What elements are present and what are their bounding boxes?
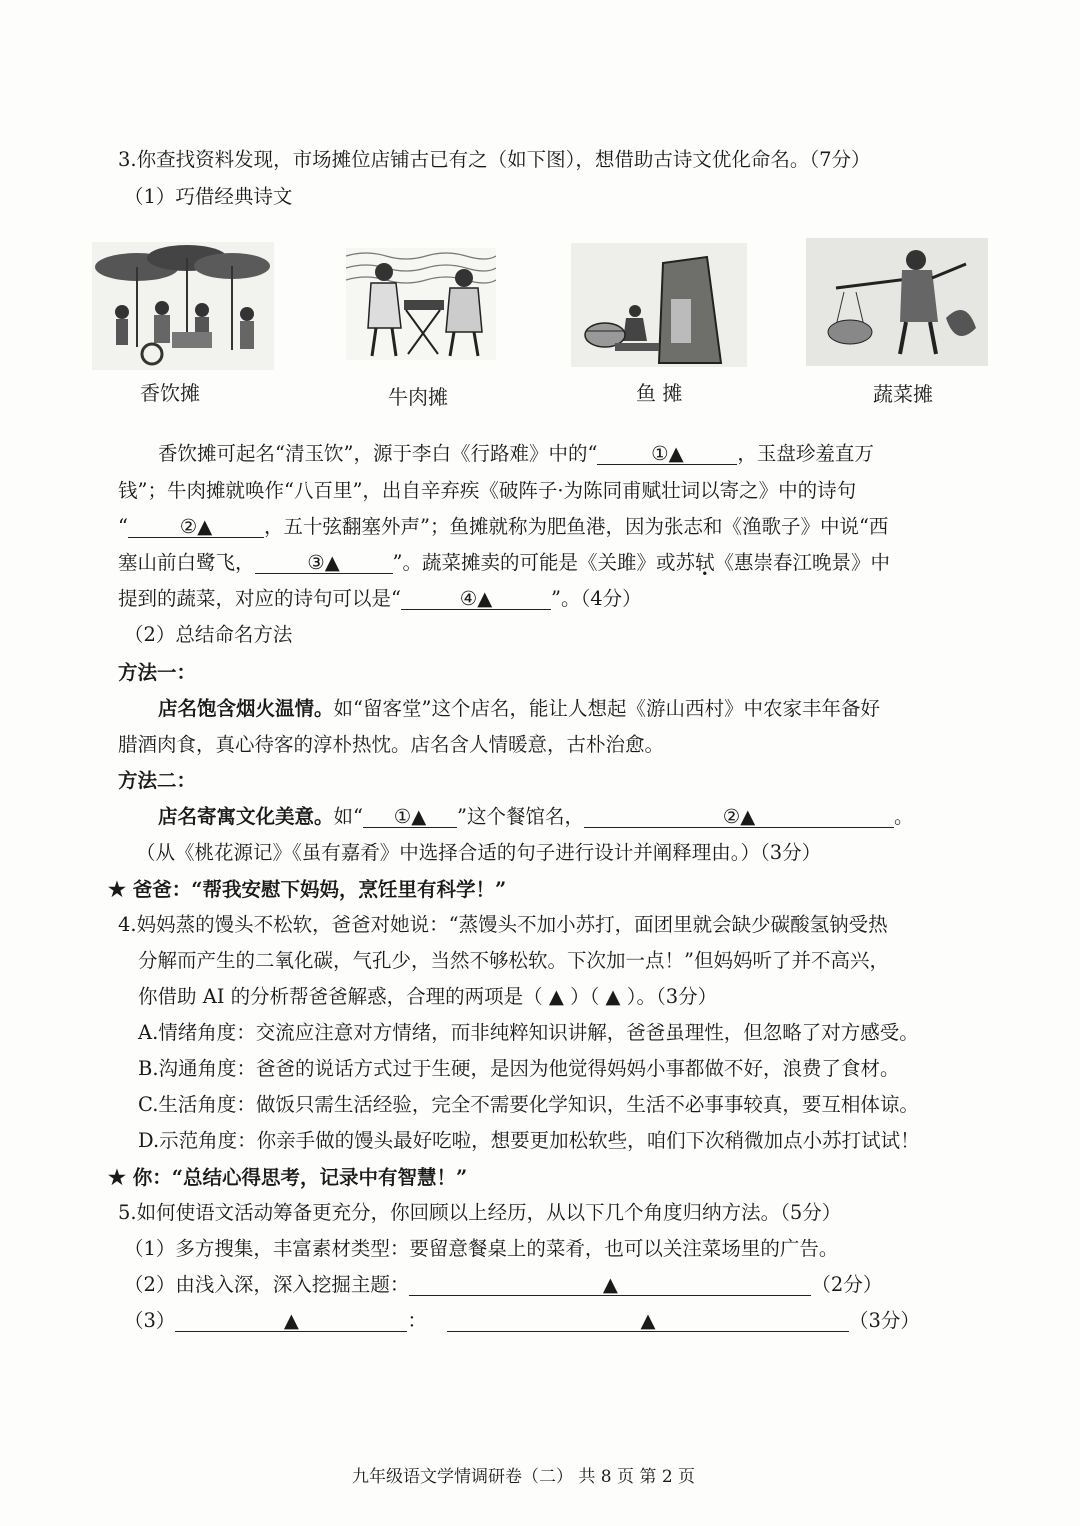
q5-item3: （3） ▲ ： ▲ （3分） bbox=[124, 1309, 920, 1332]
method2-note: （从《桃花源记》《虽有嘉肴》中选择合适的句子进行设计并阐释理由。）（3分） bbox=[136, 841, 822, 864]
vegetable-stall-illustration bbox=[806, 238, 988, 366]
fish-stall-illustration bbox=[571, 243, 747, 367]
q3-part1: （1）巧借经典诗文 bbox=[124, 185, 293, 208]
caption-vegetable-stall: 蔬菜摊 bbox=[873, 382, 933, 406]
q4-option-b[interactable]: B.沟通角度：爸爸的说话方式过于生硬，是因为他觉得妈妈小事都做不好，浪费了食材。 bbox=[138, 1057, 900, 1080]
q3-para-line1: 香饮摊可起名“清玉饮”，源于李白《行路难》中的“ ①▲ ，玉盘珍羞直万 bbox=[158, 442, 874, 465]
method1-line2: 腊酒肉食，真心待客的淳朴热忱。店名含人情暖意，古朴治愈。 bbox=[118, 733, 665, 756]
q4-option-c[interactable]: C.生活角度：做饭只需生活经验，完全不需要化学知识，生活不必事事较真，要互相体谅。 bbox=[138, 1093, 919, 1116]
you-prompt: ★ 你：“总结心得思考，记录中有智慧！” bbox=[108, 1165, 468, 1189]
q5-title: 5.如何使语文活动筹备更充分，你回顾以上经历，从以下几个角度归纳方法。（5分） bbox=[118, 1201, 842, 1224]
answer-blank-2[interactable]: ②▲ bbox=[128, 517, 264, 538]
caption-drink-stall: 香饮摊 bbox=[140, 381, 200, 405]
answer-blank-1[interactable]: ①▲ bbox=[597, 444, 737, 465]
caption-beef-stall: 牛肉摊 bbox=[388, 385, 448, 409]
q5-item1: （1）多方搜集，丰富素材类型：要留意餐桌上的菜肴，也可以关注菜场里的广告。 bbox=[124, 1237, 839, 1260]
page-footer: 九年级语文学情调研卷（二） 共 8 页 第 2 页 bbox=[352, 1467, 696, 1487]
q4-line3: 你借助 AI 的分析帮爸爸解惑，合理的两项是（ ▲ ）（ ▲ ）。（3分） bbox=[138, 985, 718, 1008]
q4-line2: 分解而产生的二氧化碳，气孔少，当然不够松软。下次加一点！”但妈妈听了并不高兴， bbox=[138, 949, 889, 972]
method1-label: 方法一： bbox=[118, 661, 197, 684]
method2-blank-2[interactable]: ②▲ bbox=[584, 807, 894, 828]
q3-para-line2: 钱”；牛肉摊就唤作“八百里”，出自辛弃疾《破阵子·为陈同甫赋壮词以寄之》中的诗句 bbox=[118, 479, 857, 502]
dad-prompt: ★ 爸爸：“帮我安慰下妈妈，烹饪里有科学！” bbox=[108, 877, 507, 901]
method2-blank-1[interactable]: ①▲ bbox=[363, 807, 457, 828]
drink-stall-illustration bbox=[92, 242, 274, 370]
q3-para-line3: “ ②▲ ，五十弦翻塞外声”；鱼摊就称为肥鱼港，因为张志和《渔歌子》中说“西 bbox=[118, 515, 889, 538]
beef-stall-illustration bbox=[346, 248, 496, 360]
q3-part2: （2）总结命名方法 bbox=[124, 623, 293, 646]
answer-blank-3[interactable]: ③▲ bbox=[255, 553, 393, 574]
q5-item2: （2）由浅入深，深入挖掘主题： ▲ （2分） bbox=[124, 1273, 883, 1296]
method1-line1: 店名饱含烟火温情。如“留客堂”这个店名，能让人想起《游山西村》中农家丰年备好 bbox=[158, 697, 880, 720]
q5-item2-blank[interactable]: ▲ bbox=[409, 1275, 811, 1296]
q4-line1: 4.妈妈蒸的馒头不松软，爸爸对她说：“蒸馒头不加小苏打，面团里就会缺少碳酸氢钠受热 bbox=[118, 913, 888, 936]
q3-title: 3.你查找资料发现，市场摊位店铺古已有之（如下图），想借助古诗文优化命名。（7分） bbox=[118, 148, 871, 171]
caption-fish-stall: 鱼 摊 bbox=[636, 381, 683, 405]
q5-item3-blank-2[interactable]: ▲ bbox=[447, 1311, 849, 1332]
q3-para-line4: 塞山前白鹭飞， ③▲ ”。蔬菜摊卖的可能是《关雎》或苏轼《惠崇春江晚景》中 bbox=[118, 551, 891, 574]
method2-line1: 店名寄寓文化美意。如“ ①▲ ”这个餐馆名， ②▲ 。 bbox=[158, 805, 914, 828]
q3-para-line5: 提到的蔬菜，对应的诗句可以是“ ④▲ ”。（4分） bbox=[118, 587, 642, 610]
star-icon: ★ bbox=[108, 877, 126, 901]
method2-label: 方法二： bbox=[118, 769, 197, 792]
star-icon: ★ bbox=[108, 1165, 126, 1189]
q5-item3-blank-1[interactable]: ▲ bbox=[175, 1311, 407, 1332]
q4-option-d[interactable]: D.示范角度：你亲手做的馒头最好吃啦，想要更加松软些，咱们下次稍微加点小苏打试试！ bbox=[138, 1129, 920, 1152]
q4-option-a[interactable]: A.情绪角度：交流应注意对方情绪，而非纯粹知识讲解，爸爸虽理性，但忽略了对方感受。 bbox=[138, 1021, 919, 1044]
answer-blank-4[interactable]: ④▲ bbox=[401, 589, 551, 610]
